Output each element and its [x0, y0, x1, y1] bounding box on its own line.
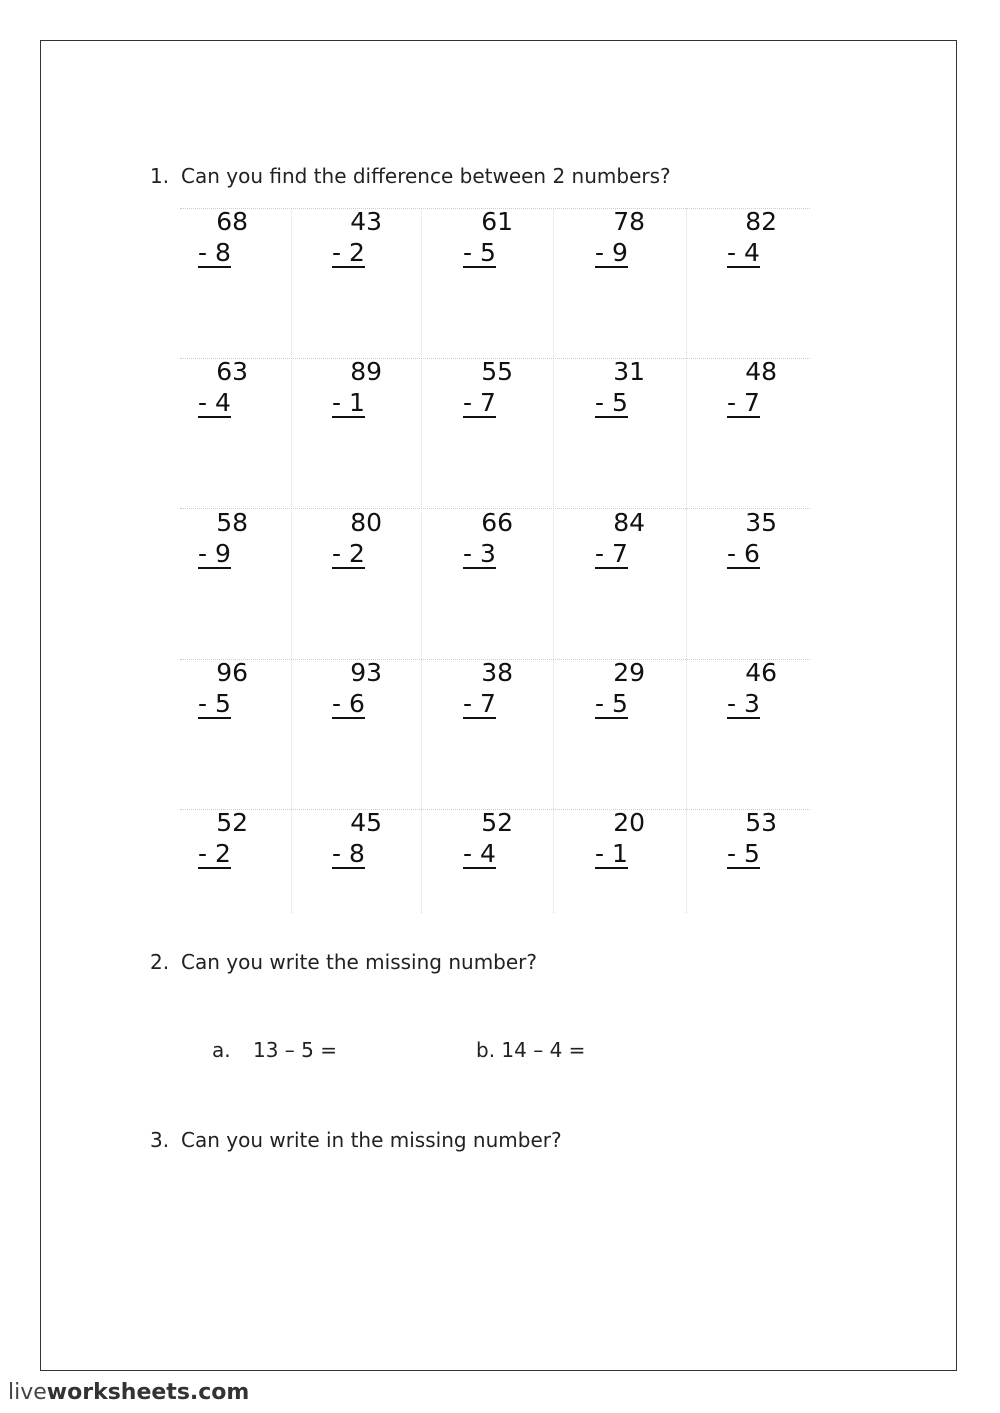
question-1 [150, 164, 671, 188]
question-3 [150, 1128, 562, 1152]
grid-divider [291, 208, 292, 913]
minuend: 93 [350, 658, 382, 687]
minuend: 52 [216, 808, 248, 837]
question-2-number: 2. [150, 950, 170, 974]
subtrahend: - 5 [198, 689, 231, 718]
subtrahend: - 5 [463, 238, 496, 267]
minuend: 84 [613, 508, 645, 537]
subtrahend: - 7 [595, 539, 628, 568]
subtrahend: - 4 [463, 839, 496, 868]
minuend: 58 [216, 508, 248, 537]
subtrahend: - 2 [332, 539, 365, 568]
minuend: 38 [481, 658, 513, 687]
q2-item-a-expression[interactable]: 13 – 5 = [253, 1038, 338, 1062]
subtrahend: - 6 [332, 689, 365, 718]
minuend: 78 [613, 207, 645, 236]
minuend: 20 [613, 808, 645, 837]
minuend: 63 [216, 357, 248, 386]
subtrahend: - 1 [332, 388, 365, 417]
subtrahend: - 5 [727, 839, 760, 868]
question-2 [150, 950, 537, 974]
subtrahend: - 7 [463, 689, 496, 718]
grid-divider [686, 208, 687, 913]
footer-prefix: live [8, 1380, 47, 1405]
subtrahend: - 3 [727, 689, 760, 718]
subtrahend: - 5 [595, 388, 628, 417]
question-1-number: 1. [150, 164, 170, 188]
minuend: 31 [613, 357, 645, 386]
footer-logo [8, 1380, 249, 1405]
minuend: 43 [350, 207, 382, 236]
subtrahend: - 4 [727, 238, 760, 267]
minuend: 68 [216, 207, 248, 236]
minuend: 89 [350, 357, 382, 386]
minuend: 52 [481, 808, 513, 837]
footer-brand: worksheets.com [46, 1380, 250, 1405]
subtrahend: - 5 [595, 689, 628, 718]
subtrahend: - 2 [332, 238, 365, 267]
subtrahend: - 2 [198, 839, 231, 868]
subtrahend: - 9 [595, 238, 628, 267]
question-3-number: 3. [150, 1128, 170, 1152]
subtrahend: - 4 [198, 388, 231, 417]
q2-item-a-label: a. [212, 1038, 231, 1062]
grid-divider [553, 208, 554, 913]
grid-divider [421, 208, 422, 913]
subtrahend: - 9 [198, 539, 231, 568]
subtrahend: - 8 [198, 238, 231, 267]
minuend: 96 [216, 658, 248, 687]
minuend: 80 [350, 508, 382, 537]
question-1-text: Can you find the difference between 2 numbers? [181, 164, 671, 188]
minuend: 45 [350, 808, 382, 837]
subtrahend: - 3 [463, 539, 496, 568]
subtrahend: - 6 [727, 539, 760, 568]
minuend: 66 [481, 508, 513, 537]
minuend: 55 [481, 357, 513, 386]
subtrahend: - 1 [595, 839, 628, 868]
minuend: 35 [745, 508, 777, 537]
question-2-text: Can you write the missing number? [181, 950, 538, 974]
minuend: 82 [745, 207, 777, 236]
minuend: 29 [613, 658, 645, 687]
q2-item-b-expression[interactable]: b. 14 – 4 = [476, 1038, 586, 1062]
minuend: 61 [481, 207, 513, 236]
subtrahend: - 7 [727, 388, 760, 417]
minuend: 48 [745, 357, 777, 386]
question-3-text: Can you write in the missing number? [181, 1128, 562, 1152]
minuend: 46 [745, 658, 777, 687]
subtrahend: - 8 [332, 839, 365, 868]
subtrahend: - 7 [463, 388, 496, 417]
minuend: 53 [745, 808, 777, 837]
